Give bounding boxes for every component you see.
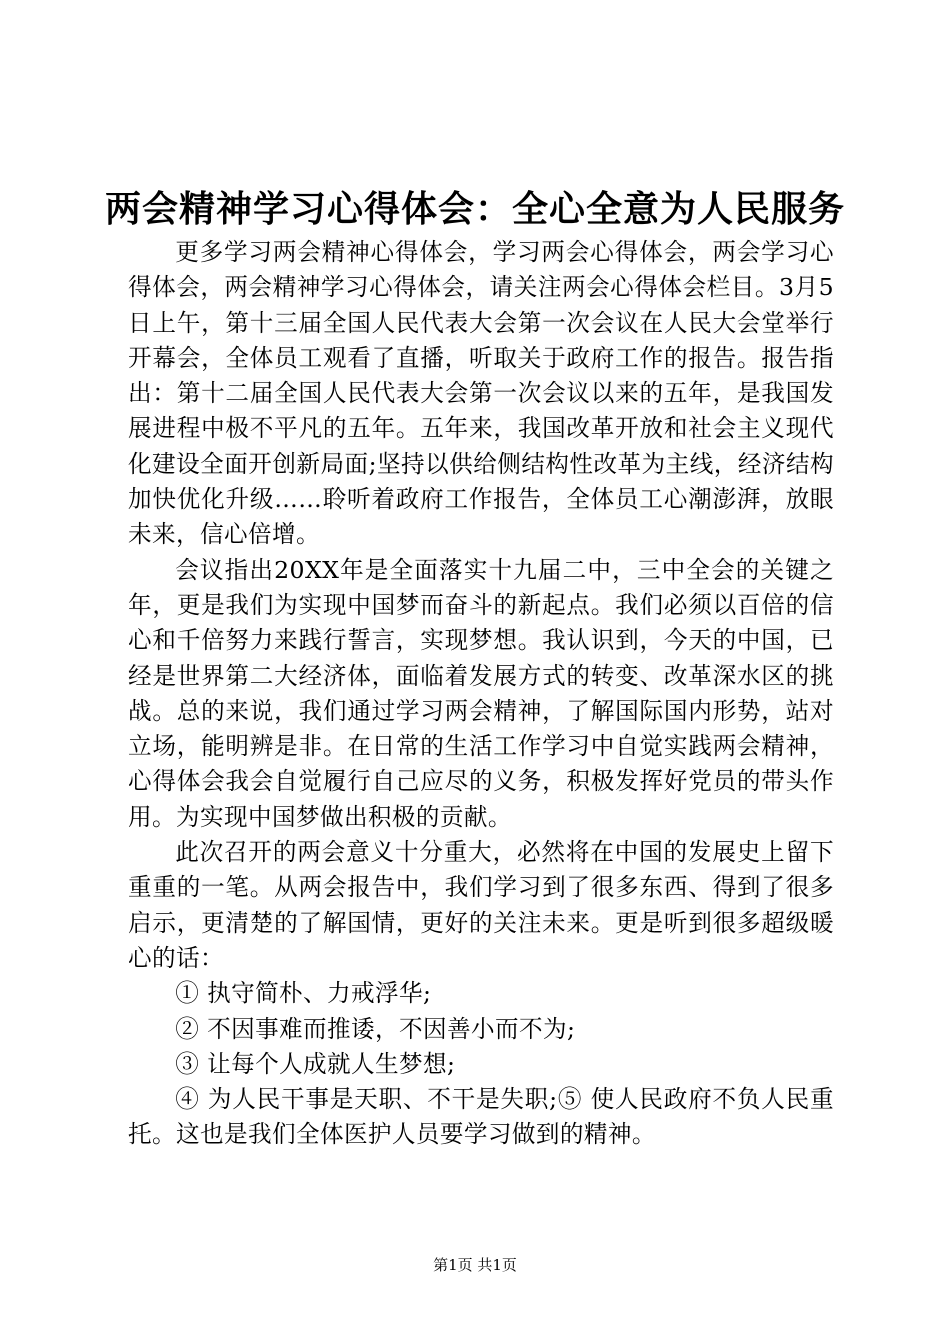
document-body [128,235,834,1153]
page-footer: 第1页 共1页 [433,1256,517,1274]
list-item-3: ③ 让每个人成就人生梦想; [175,1049,456,1078]
list-item-1: ① 执守简朴、力戒浮华; [175,979,432,1008]
paragraph-meeting: 会议指出20XX年是全面落实十九届二中，三中全会的关键之年，更是我们为实现中国梦而奋斗的新起点。我们必须以百倍的信心和千倍努力来践行誓言，实现梦想。我认识到，今天的中国，已经是世界第二大经济体，面临着发展方式的转变、改革深水区的挑战。总的来说，我们通过学习两会精神，了解国际国内形势，站对立场，能明辨是非。在日常的生活工作学习中自觉实践两会精神，心得体会我会自觉履行自己应尽的义务，积极发挥好党员的带头作用。为实现中国梦做出积极的贡献。 [128,555,834,831]
paragraph-significance: 此次召开的两会意义十分重大，必然将在中国的发展史上留下重重的一笔。从两会报告中，我们学习到了很多东西、得到了很多启示，更清楚的了解国情，更好的关注未来。更是听到很多超级暖心的话： [128,838,834,972]
paragraph-intro: 更多学习两会精神心得体会，学习两会心得体会，两会学习心得体会，两会精神学习心得体会，请关注两会心得体会栏目。3月5日上午，第十三届全国人民代表大会第一次会议在人民大会堂举行开幕会，全体员工观看了直播，听取关于政府工作的报告。报告指出：第十二届全国人民代表大会第一次会议以来的五年，是我国发展进程中极不平凡的五年。五年来，我国改革开放和社会主义现代化建设全面开创新局面;坚持以供给侧结构性改革为主线，经济结构加快优化升级……聆听着政府工作报告，全体员工心潮澎湃，放眼未来，信心倍增。 [128,238,834,549]
list-item-2: ② 不因事难而推诿，不因善小而不为; [175,1014,576,1043]
document-title: 两会精神学习心得体会：全心全意为人民服务 [104,188,845,230]
list-item-4-5: ④ 为人民干事是天职、不干是失职;⑤ 使人民政府不负人民重托。这也是我们全体医护人员要学习做到的精神。 [128,1085,834,1149]
